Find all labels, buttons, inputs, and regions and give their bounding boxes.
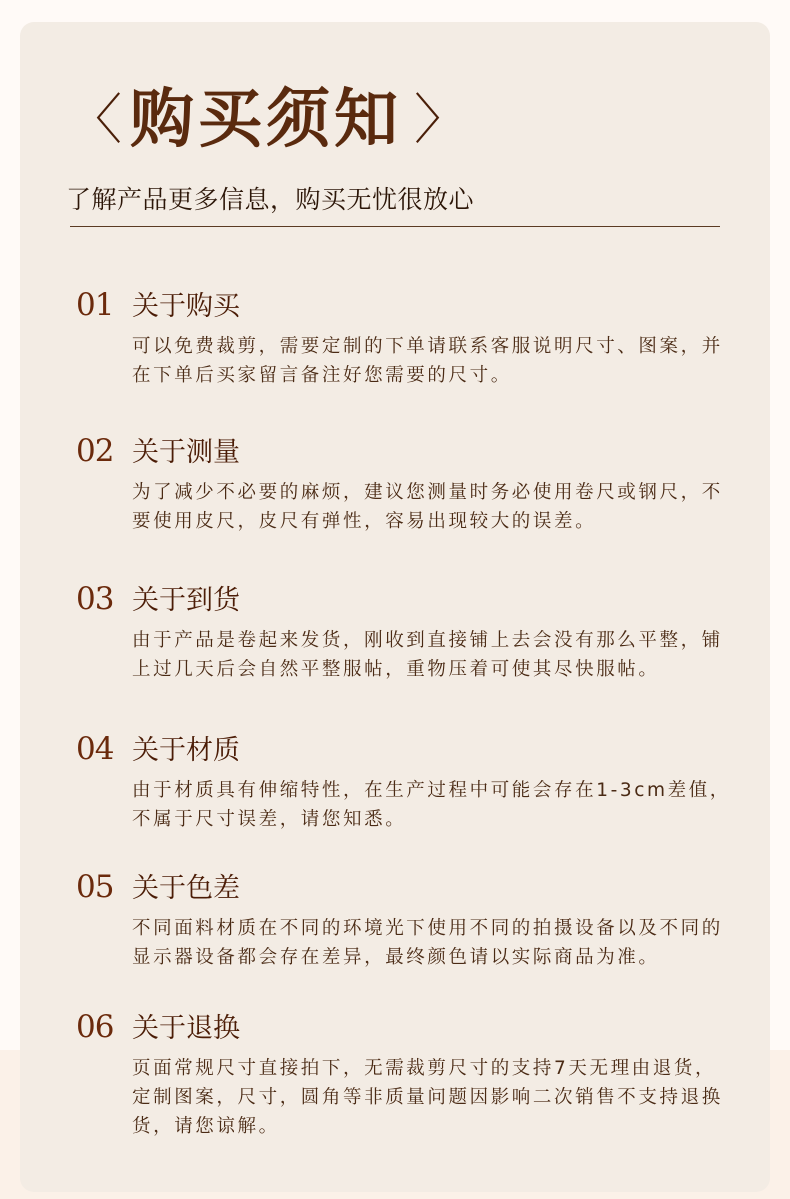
section-title: 关于退换 xyxy=(132,1013,240,1044)
section-number: 05 xyxy=(76,869,114,905)
section-number: 01 xyxy=(76,287,114,323)
section-number: 04 xyxy=(76,731,114,767)
section-body: 为了减少不必要的麻烦，建议您测量时务必使用卷尺或钢尺，不要使用皮尺，皮尺有弹性，容易出现较大的误差。 xyxy=(132,482,723,532)
section-number: 06 xyxy=(76,1009,114,1045)
section-body: 可以免费裁剪，需要定制的下单请联系客服说明尺寸、图案，并在下单后买家留言备注好您需要的尺寸。 xyxy=(132,336,723,386)
title-row xyxy=(68,80,468,160)
section-number: 02 xyxy=(76,433,114,469)
section-title: 关于测量 xyxy=(132,437,240,468)
section-measurement xyxy=(76,430,736,536)
section-returns xyxy=(76,1006,736,1141)
section-title: 关于色差 xyxy=(132,873,240,904)
purchase-notice-card xyxy=(20,22,770,1192)
divider xyxy=(70,226,720,227)
chevron-right-icon: 〉 xyxy=(414,88,468,151)
section-title: 关于购买 xyxy=(132,291,240,322)
section-purchase xyxy=(76,284,736,390)
section-body: 由于材质具有伸缩特性，在生产过程中可能会存在1-3cm差值，不属于尺寸误差，请您知悉。 xyxy=(132,780,731,830)
page-subtitle: 了解产品更多信息，购买无忧很放心 xyxy=(66,185,475,214)
section-title: 关于到货 xyxy=(132,585,240,616)
page-title: 购买须知 xyxy=(130,83,402,157)
section-number: 03 xyxy=(76,581,114,617)
section-body: 不同面料材质在不同的环境光下使用不同的拍摄设备以及不同的显示器设备都会存在差异，最终颜色请以实际商品为准。 xyxy=(132,918,723,968)
section-color-difference xyxy=(76,866,736,972)
section-title: 关于材质 xyxy=(132,735,240,766)
section-body: 页面常规尺寸直接拍下，无需裁剪尺寸的支持7天无理由退货，定制图案，尺寸，圆角等非质量问题因影响二次销售不支持退换货，请您谅解。 xyxy=(132,1058,723,1137)
section-delivery xyxy=(76,578,736,684)
section-material xyxy=(76,728,736,834)
section-body: 由于产品是卷起来发货，刚收到直接铺上去会没有那么平整，铺上过几天后会自然平整服帖，重物压着可使其尽快服帖。 xyxy=(132,630,723,680)
chevron-left-icon: 〈 xyxy=(68,88,122,151)
